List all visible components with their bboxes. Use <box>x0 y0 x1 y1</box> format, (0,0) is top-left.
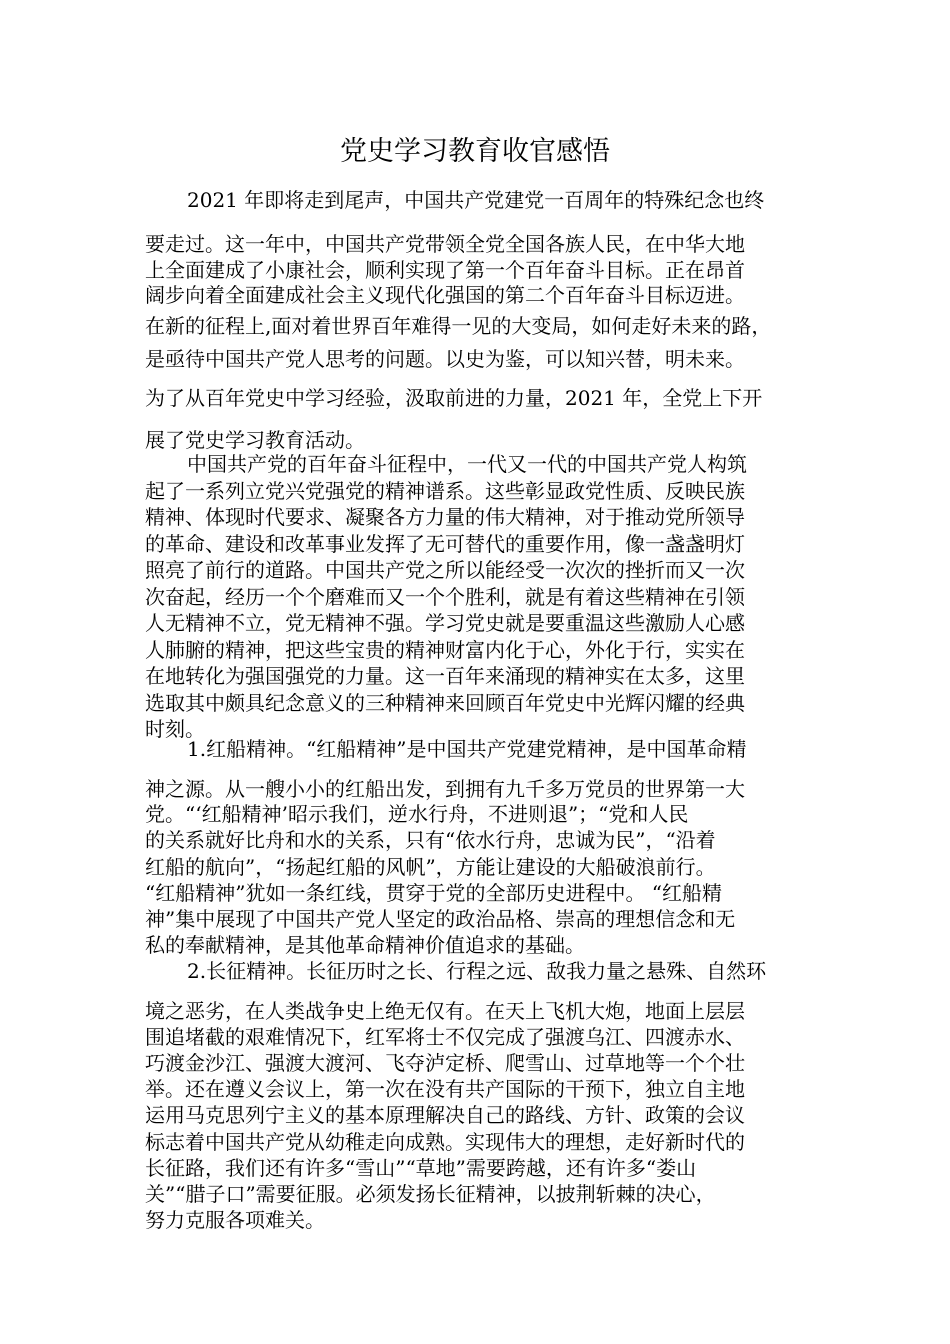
paragraph-intro-line: 2021 年即将走到尾声，中国共产党建党一百周年的特殊纪念也终 <box>187 188 765 212</box>
paragraph-spirit-overview-line: 人无精神不立，党无精神不强。学习党史就是要重温这些激励人心感 <box>145 611 745 635</box>
paragraph-spirit-overview-line: 照亮了前行的道路。中国共产党之所以能经受一次次的挫折而又一次 <box>145 558 745 582</box>
paragraph-long-march-spirit-line: 努力克服各项难关。 <box>145 1208 325 1232</box>
paragraph-spirit-overview-line: 精神、体现时代要求、凝聚各方力量的伟大精神，对于推动党所领导 <box>145 505 745 529</box>
paragraph-intro-line: 是亟待中国共产党人思考的问题。以史为鉴，可以知兴替，明未来。 <box>145 347 745 371</box>
paragraph-long-march-spirit-line: 长征路，我们还有许多“雪山”“草地”需要跨越，还有许多“娄山 <box>145 1156 697 1180</box>
paragraph-intro-line: 要走过。这一年中，中国共产党带领全党全国各族人民，在中华大地 <box>145 232 745 256</box>
paragraph-intro-line: 展了党史学习教育活动。 <box>145 428 365 452</box>
paragraph-spirit-overview-line: 起了一系列立党兴党强党的精神谱系。这些彰显政党性质、反映民族 <box>145 479 745 503</box>
paragraph-intro-line: 上全面建成了小康社会，顺利实现了第一个百年奋斗目标。正在昂首 <box>145 258 745 282</box>
paragraph-long-march-spirit-line: 运用马克思列宁主义的基本原理解决自己的路线、方针、政策的会议 <box>145 1103 745 1127</box>
paragraph-red-boat-spirit-line: 神之源。从一艘小小的红船出发，到拥有九千多万党员的世界第一大 <box>145 777 745 801</box>
paragraph-long-march-spirit-line: 围追堵截的艰难情况下，红军将士不仅完成了强渡乌江、四渡赤水、 <box>145 1025 745 1049</box>
paragraph-spirit-overview-line: 在地转化为强国强党的力量。这一百年来涌现的精神实在太多，这里 <box>145 664 745 688</box>
paragraph-long-march-spirit-line: 标志着中国共产党从幼稚走向成熟。实现伟大的理想，走好新时代的 <box>145 1130 745 1154</box>
paragraph-spirit-overview-line: 时刻。 <box>145 717 205 741</box>
paragraph-red-boat-spirit-line: 私的奉献精神，是其他革命精神价值追求的基础。 <box>145 933 585 957</box>
paragraph-spirit-overview-line: 中国共产党的百年奋斗征程中，一代又一代的中国共产党人构筑 <box>187 452 747 476</box>
paragraph-long-march-spirit-line: 关”“腊子口”需要征服。必须发扬长征精神，以披荆斩棘的决心， <box>145 1182 716 1206</box>
paragraph-long-march-spirit-line: 境之恶劣，在人类战争史上绝无仅有。在天上飞机大炮，地面上层层 <box>145 999 745 1023</box>
paragraph-spirit-overview-line: 次奋起，经历一个个磨难而又一个个胜利，就是有着这些精神在引领 <box>145 585 745 609</box>
paragraph-spirit-overview-line: 选取其中颇具纪念意义的三种精神来回顾百年党史中光辉闪耀的经典 <box>145 691 745 715</box>
paragraph-red-boat-spirit-line: 的关系就好比舟和水的关系，只有“依水行舟，忠诚为民”，“沿着 <box>145 828 716 852</box>
paragraph-long-march-spirit-line: 2.长征精神。长征历时之长、行程之远、敌我力量之悬殊、自然环 <box>187 959 767 983</box>
paragraph-red-boat-spirit-line: 党。“‘红船精神’昭示我们，逆水行舟，不进则退”；“党和人民 <box>145 802 689 826</box>
paragraph-long-march-spirit-line: 巧渡金沙江、强渡大渡河、飞夺泸定桥、爬雪山、过草地等一个个壮 <box>145 1051 745 1075</box>
document-title: 党史学习教育收官感悟 <box>340 136 610 167</box>
paragraph-intro-line: 在新的征程上,面对着世界百年难得一见的大变局，如何走好未来的路， <box>145 314 772 338</box>
paragraph-long-march-spirit-line: 举。还在遵义会议上，第一次在没有共产国际的干预下，独立自主地 <box>145 1077 745 1101</box>
paragraph-red-boat-spirit-line: 红船的航向”，“扬起红船的风帆”，方能让建设的大船破浪前行。 <box>145 855 716 879</box>
paragraph-red-boat-spirit-line: 神”集中展现了中国共产党人坚定的政治品格、崇高的理想信念和无 <box>145 907 736 931</box>
paragraph-spirit-overview-line: 人肺腑的精神，把这些宝贵的精神财富内化于心，外化于行，实实在 <box>145 638 745 662</box>
paragraph-spirit-overview-line: 的革命、建设和改革事业发挥了无可替代的重要作用，像一盏盏明灯 <box>145 532 745 556</box>
paragraph-intro-line: 为了从百年党史中学习经验，汲取前进的力量，2021 年，全党上下开 <box>145 386 763 410</box>
paragraph-red-boat-spirit-line: 1.红船精神。“红船精神”是中国共产党建党精神，是中国革命精 <box>187 737 747 761</box>
paragraph-red-boat-spirit-line: “红船精神”犹如一条红线，贯穿于党的全部历史进程中。 “红船精 <box>145 881 723 905</box>
paragraph-intro-line: 阔步向着全面建成社会主义现代化强国的第二个百年奋斗目标迈进。 <box>145 283 745 307</box>
